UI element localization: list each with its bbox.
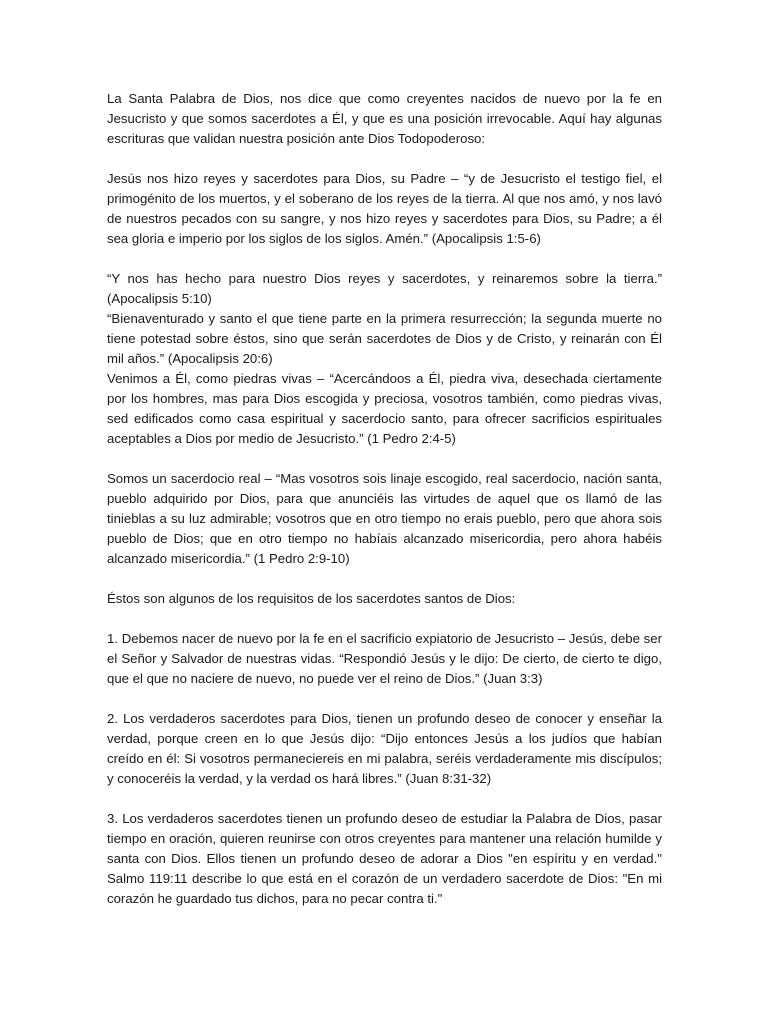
document-page: [107, 89, 662, 909]
intro-paragraph: La Santa Palabra de Dios, nos dice que como creyentes nacidos de nuevo por la fe en Jesucristo y que somos sacerdotes a Él, y que es una posición irrevocable. Aquí hay algunas escrituras que validan nuestra posición ante Dios Todopoderoso:: [107, 91, 662, 146]
requirement-2: 2. Los verdaderos sacerdotes para Dios, tienen un profundo deseo de conocer y enseñar la verdad, porque creen en lo que Jesús dijo: “Dijo entonces Jesús a los judíos que habían creído en él: Si vosotros permaneciereis en mi palabra, seréis verdaderamente mis discípulos; y conoceréis la verdad, y la verdad os hará libres.” (Juan 8:31-32): [107, 711, 662, 786]
paragraph-apocalipsis-20: “Bienaventurado y santo el que tiene parte en la primera resurrección; la segunda muerte no tiene potestad sobre éstos, sino que serán sacerdotes de Dios y de Cristo, y reinarán con Él mil años.” (Apocalipsis 20:6): [107, 311, 662, 366]
requirement-3: 3. Los verdaderos sacerdotes tienen un profundo deseo de estudiar la Palabra de Dios, pasar tiempo en oración, quieren reunirse con otros creyentes para mantener una relación humilde y santa con Dios. Ellos tienen un profundo deseo de adorar a Dios "en espíritu y en verdad." Salmo 119:11 describe lo que está en el corazón de un verdadero sacerdote de Dios: "En mi corazón he guardado tus dichos, para no pecar contra ti.": [107, 811, 662, 906]
paragraph-1-pedro-2-9: Somos un sacerdocio real – “Mas vosotros sois linaje escogido, real sacerdocio, nación santa, pueblo adquirido por Dios, para que anunciéis las virtudes de aquel que os llamó de las tinieblas a su luz admirable; vosotros que en otro tiempo no erais pueblo, pero que ahora sois pueblo de Dios; que en otro tiempo no habíais alcanzado misericordia, pero ahora habéis alcanzado misericordia.” (1 Pedro 2:9-10): [107, 471, 662, 566]
paragraph-1-pedro-2-4: Venimos a Él, como piedras vivas – “Acercándoos a Él, piedra viva, desechada ciertamente por los hombres, mas para Dios escogida y preciosa, vosotros también, como piedras vivas, sed edificados como casa espiritual y sacerdocio santo, para ofrecer sacrificios espirituales aceptables a Dios por medio de Jesucristo.” (1 Pedro 2:4-5): [107, 371, 662, 446]
requirements-heading: Éstos son algunos de los requisitos de los sacerdotes santos de Dios:: [107, 591, 516, 606]
paragraph-apocalipsis-1: Jesús nos hizo reyes y sacerdotes para Dios, su Padre – “y de Jesucristo el testigo fiel, el primogénito de los muertos, y el soberano de los reyes de la tierra. Al que nos amó, y nos lavó de nuestros pecados con su sangre, y nos hizo reyes y sacerdotes para Dios, su Padre; a él sea gloria e imperio por los siglos de los siglos. Amén.” (Apocalipsis 1:5-6): [107, 171, 662, 246]
requirement-1: 1. Debemos nacer de nuevo por la fe en el sacrificio expiatorio de Jesucristo – Jesús, debe ser el Señor y Salvador de nuestras vidas. “Respondió Jesús y le dijo: De cierto, de cierto te digo, que el que no naciere de nuevo, no puede ver el reino de Dios.” (Juan 3:3): [107, 631, 662, 686]
paragraph-apocalipsis-5: “Y nos has hecho para nuestro Dios reyes y sacerdotes, y reinaremos sobre la tierra.” (Apocalipsis 5:10): [107, 271, 662, 306]
